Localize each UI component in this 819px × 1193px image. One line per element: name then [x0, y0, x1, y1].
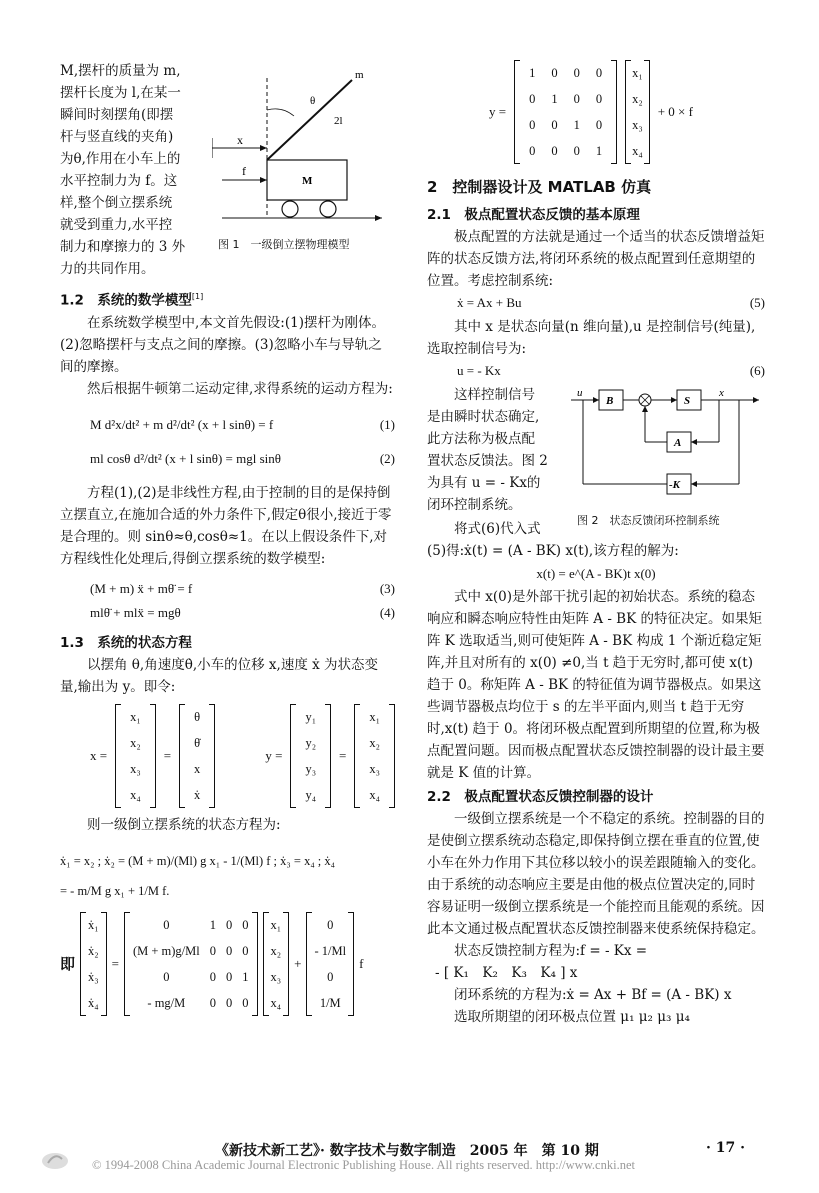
x-vector — [625, 60, 650, 164]
vector-entry: θ — [194, 709, 201, 724]
copyright-line: © 1994-2008 China Academic Journal Electronic Publishing House. All rights reserved. http://www.cnki.net — [92, 1158, 635, 1172]
paragraph: 以摆角 θ,角速度θ̇,小车的位移 x,速度 ẋ 为状态变量,输出为 y。即令: — [60, 656, 379, 695]
paragraph: 则一级倒立摆系统的状态方程为: — [87, 816, 281, 833]
section-1-3-title: 1.3 系统的状态方程 — [60, 634, 192, 651]
matrix-entry: 0 — [573, 92, 580, 106]
matrix-entry: 0 — [573, 144, 580, 158]
state-vector-definition — [90, 704, 395, 808]
state-equation-line-1: ẋ₁ = x₂ ; ẋ₂ = (M + m)/(Ml) g x₁ - 1/(Ml) f ; ẋ₃ = x₄ ; ẋ₄ — [60, 853, 336, 868]
xdot-vector — [80, 912, 107, 1016]
paragraph: 式中 x(0)是外部干扰引起的初始状态。系统的稳态响应和瞬态响应特性由矩阵 A - BK 的特征决定。如果矩阵 K 选取适当,则可使矩阵 A - BK 构成 1 个渐近稳定矩阵,并且对所有的 x(0) ≠0,当 t 趋于无穷时,都可使 x(t) 趋于 0。称矩阵 A - BK 的特征值为调节器极点。如果这些调节器极点均位于 s 的左半平面内,则当 t 趋于无穷时,x(t) 趋于 0。将闭环极点配置到所期望的位置,称为极点配置问题。因而极点配置状态反馈控制器的设计最主要就是 K 值的计算。 — [427, 589, 765, 781]
paragraph: 闭环系统的方程为:ẋ = Ax + Bf = (A - BK) x — [454, 987, 732, 1003]
paragraph: 在系统数学模型中,本文首先假设:(1)摆杆为刚体。(2)忽略摆杆与支点之间的摩擦。(3)忽略小车与导轨之间的摩擦。 — [60, 314, 385, 375]
paragraph-fragment: 将式(6)代入式 — [454, 521, 541, 537]
y-vector-lhs — [290, 704, 331, 808]
equation-text: u = - Kx — [457, 363, 501, 378]
matrix-entry: 0 — [242, 995, 249, 1010]
vector-entry: x₄ — [632, 144, 643, 158]
intro-line: 杆与竖直线的夹角) — [60, 129, 174, 145]
equation-number: (2) — [379, 450, 395, 466]
matrix-entry: 0 — [529, 92, 536, 106]
intro-line: 制力和摩擦力的 3 外 — [60, 239, 186, 255]
paragraph: 然后根据牛顿第二运动定律,求得系统的运动方程为: — [87, 380, 393, 397]
matrix-entry: 0 — [209, 969, 216, 984]
vector-entry: x₃ — [130, 761, 141, 776]
equation-number: (4) — [379, 604, 395, 620]
matrix-entry: 0 — [529, 118, 536, 132]
ji-label: 即 — [60, 954, 76, 973]
figure-1-pendulum-diagram — [212, 68, 397, 258]
vector-entry: 0 — [327, 917, 334, 932]
vector-entry: x₁ — [369, 709, 380, 724]
C-matrix — [514, 60, 617, 164]
matrix-entry: 0 — [595, 118, 603, 132]
text-line: 此方法称为极点配 — [427, 431, 535, 447]
state-space-matrix-form — [60, 912, 395, 1016]
vector-entry: x₂ — [632, 92, 643, 106]
equation-5 — [427, 292, 765, 316]
matrix-entry: 1 — [573, 118, 580, 132]
fig1-label-2l: 2l — [334, 115, 343, 127]
equals-sign: = — [111, 955, 119, 971]
left-column — [60, 60, 395, 1016]
equation-number: (1) — [379, 416, 395, 432]
output-tail: + 0 × f — [657, 104, 693, 119]
figure-1-caption: 图 1 一级倒立摆物理模型 — [218, 238, 350, 251]
vector-entry: x₁ — [130, 709, 141, 724]
matrix-entry: 0 — [242, 943, 249, 958]
right-column — [427, 60, 765, 1028]
y-equals: y = — [489, 104, 507, 119]
paragraph: (5)得:ẋ(t) = (A - BK) x(t),该方程的解为: — [427, 543, 679, 559]
matrix-entry: (M + m)g/Ml — [132, 943, 200, 958]
figure-2-block-diagram — [569, 384, 764, 512]
equation-number: (3) — [379, 580, 395, 596]
equation-text: ml cosθ d²/dt² (x + l sinθ) = mgl sinθ — [90, 450, 282, 466]
reference-mark: [1] — [191, 292, 204, 301]
intro-line: 水平控制力为 f。这 — [60, 173, 178, 189]
matrix-entry: 0 — [573, 66, 580, 80]
equation-text: mlθ̈ + mlẍ = mgθ — [90, 604, 181, 620]
equation-number: (5) — [749, 295, 765, 310]
intro-line: 为θ,作用在小车上的 — [60, 151, 181, 167]
vector-entry: ẋ₂ — [88, 943, 99, 958]
matrix-entry: 0 — [163, 969, 170, 984]
equation-text: M d²x/dt² + m d²/dt² (x + l sinθ) = f — [90, 416, 274, 432]
fig2-label-x: x — [719, 387, 724, 399]
vector-entry: x₁ — [632, 66, 643, 80]
matrix-entry: 1 — [595, 144, 603, 158]
matrix-entry: 1 — [209, 917, 216, 932]
vector-entry: y₄ — [305, 787, 317, 802]
text-line: 闭环控制系统。 — [427, 497, 522, 513]
vector-entry: x₃ — [632, 118, 643, 132]
fig1-label-f: f — [242, 164, 246, 178]
vector-entry: x₄ — [270, 995, 282, 1010]
text-line: 为具有 u = - Kx的 — [427, 475, 541, 491]
fig2-block-B: B — [606, 395, 614, 407]
matrix-entry: 0 — [595, 66, 603, 80]
vector-entry: ẋ₁ — [88, 917, 99, 932]
vector-entry: y₁ — [305, 709, 317, 724]
fig2-label-u: u — [577, 387, 583, 399]
equation-1 — [60, 414, 395, 448]
y-vector-rhs — [354, 704, 395, 808]
vector-entry: y₃ — [305, 761, 317, 776]
equation-text: (M + m) ẍ + mθ̈ = f — [90, 580, 193, 596]
paragraph: 极点配置的方法就是通过一个适当的状态反馈增益矩阵的状态反馈方法,将闭环系统的极点配置到任意期望的位置。考虑控制系统: — [427, 229, 765, 289]
intro-line: 样,整个倒立摆系统 — [60, 195, 173, 211]
matrix-entry: 0 — [551, 66, 558, 80]
cnki-logo-icon — [40, 1150, 70, 1172]
equation-number: (6) — [749, 363, 765, 378]
matrix-entry: 0 — [529, 144, 536, 158]
fig1-label-m: m — [355, 69, 364, 81]
B-vector — [306, 912, 354, 1016]
text-line: 置状态反馈法。图 2 — [427, 453, 548, 469]
section-1-2-title-text: 1.2 系统的数学模型 — [60, 292, 192, 309]
intro-line: M,摆杆的质量为 m, — [60, 63, 181, 79]
x-vector — [263, 912, 290, 1016]
vector-entry: x₄ — [369, 787, 380, 802]
state-equation-line-2: = - m/M g x₁ + 1/M f. — [60, 883, 170, 898]
vector-entry: 1/M — [319, 995, 341, 1010]
section-1-2-title — [60, 286, 395, 312]
paragraph: 一级倒立摆系统是一个不稳定的系统。控制器的目的是使倒立摆系统动态稳定,即保持倒立摆在垂直的位置,使小车在外力作用下其位移以较小的误差跟随输入的变化。由于系统的动态响应主要是由他的极点位置决定的,同时容易证明一级倒立摆系统是一个能控而且能观的系统。因此本文通过极点配置状态反馈控制器来使系统保持稳定。 — [427, 811, 765, 937]
section-2-2-title: 2.2 极点配置状态反馈控制器的设计 — [427, 789, 654, 805]
text-line: 这样控制信号 — [454, 387, 535, 403]
f-symbol: f — [359, 955, 364, 971]
matrix-entry: 0 — [226, 969, 233, 984]
matrix-entry: 1 — [529, 66, 536, 80]
vector-entry: x₂ — [130, 735, 141, 750]
matrix-entry: 0 — [163, 917, 170, 932]
fig2-block-A: A — [674, 437, 682, 449]
vector-entry: ẋ₄ — [88, 995, 99, 1010]
vector-entry: x — [194, 761, 201, 776]
vector-entry: x₂ — [369, 735, 380, 750]
vector-entry: 0 — [327, 969, 334, 984]
paragraph: 状态反馈控制方程为:f = - Kx = — [454, 943, 648, 959]
vector-entry: x₂ — [270, 943, 282, 958]
fig1-label-x: x — [237, 133, 243, 147]
text-line: 是由瞬时状态确定, — [427, 409, 540, 425]
intro-text — [60, 60, 210, 280]
output-equation — [489, 60, 765, 164]
fig2-block-S: S — [684, 395, 691, 407]
y-symbol: y = — [265, 747, 283, 763]
matrix-entry: 0 — [209, 943, 216, 958]
vector-entry: ẋ₃ — [88, 969, 99, 984]
section-2-title: 2 控制器设计及 MATLAB 仿真 — [427, 178, 652, 196]
vector-entry: - 1/Ml — [314, 943, 347, 958]
A-matrix — [124, 912, 258, 1016]
vector-entry: ẋ — [194, 787, 201, 802]
vector-entry: x₃ — [270, 969, 282, 984]
paragraph: 其中 x 是状态向量(n 维向量),u 是控制信号(纯量),选取控制信号为: — [427, 319, 756, 357]
equals-sign: = — [163, 747, 172, 763]
fig2-side-text — [427, 384, 567, 516]
equals-sign: = — [339, 747, 347, 763]
matrix-entry: 0 — [226, 943, 233, 958]
paragraph: - [ K₁ K₂ K₃ K₄ ] x — [435, 965, 578, 981]
equation-6 — [427, 360, 765, 384]
matrix-entry: 0 — [226, 995, 233, 1010]
equation-3 — [60, 578, 395, 602]
vector-entry: y₂ — [305, 735, 317, 750]
fig1-label-M: M — [302, 175, 313, 187]
matrix-entry: 0 — [242, 917, 249, 932]
figure-2-caption: 图 2 状态反馈闭环控制系统 — [577, 514, 720, 527]
journal-footer: 《新技术新工艺》· 数字技术与数字制造 2005 年 第 10 期 — [215, 1143, 599, 1159]
x-vector-rhs — [179, 704, 215, 808]
matrix-entry: 0 — [551, 144, 558, 158]
equation-2 — [60, 448, 395, 482]
intro-line: 摆杆长度为 l,在某一 — [60, 85, 181, 101]
matrix-entry: 0 — [226, 917, 233, 932]
matrix-entry: 0 — [595, 92, 603, 106]
vector-entry: x₄ — [130, 787, 141, 802]
equation-4 — [60, 602, 395, 626]
equation-text: ẋ = Ax + Bu — [457, 295, 522, 310]
intro-line: 就受到重力,水平控 — [60, 217, 173, 233]
vector-entry: θ̇ — [194, 735, 201, 750]
matrix-entry: 1 — [551, 92, 558, 106]
vector-entry: x₃ — [369, 761, 380, 776]
fig2-block-K: -K — [669, 479, 680, 491]
vector-entry: x₁ — [270, 917, 282, 932]
section-2-1-title: 2.1 极点配置状态反馈的基本原理 — [427, 207, 640, 223]
paragraph: 选取所期望的闭环极点位置 μ₁ μ₂ μ₃ μ₄ — [454, 1009, 690, 1025]
intro-line: 瞬间时刻摆角(即摆 — [60, 107, 174, 123]
matrix-entry: 0 — [551, 118, 558, 132]
page-number: · 17 · — [706, 1140, 745, 1156]
matrix-entry: 0 — [209, 995, 216, 1010]
fig1-label-theta: θ — [310, 95, 316, 107]
plus-sign: + — [294, 955, 302, 971]
solution-equation: x(t) = e^(A - BK)t x(0) — [536, 566, 656, 581]
x-symbol: x = — [90, 747, 108, 763]
matrix-entry: 1 — [242, 969, 249, 984]
matrix-entry: - mg/M — [147, 995, 186, 1010]
paragraph: 方程(1),(2)是非线性方程,由于控制的目的是保持倒立摆直立,在施加合适的外力条件下,假定θ很小,接近于零是合理的。则 sinθ≈θ,cosθ≈1。在以上假设条件下,对方程线性化处理后,得倒立摆系统的数学模型: — [60, 484, 392, 567]
x-vector-lhs — [115, 704, 156, 808]
intro-line: 力的共同作用。 — [60, 261, 155, 277]
